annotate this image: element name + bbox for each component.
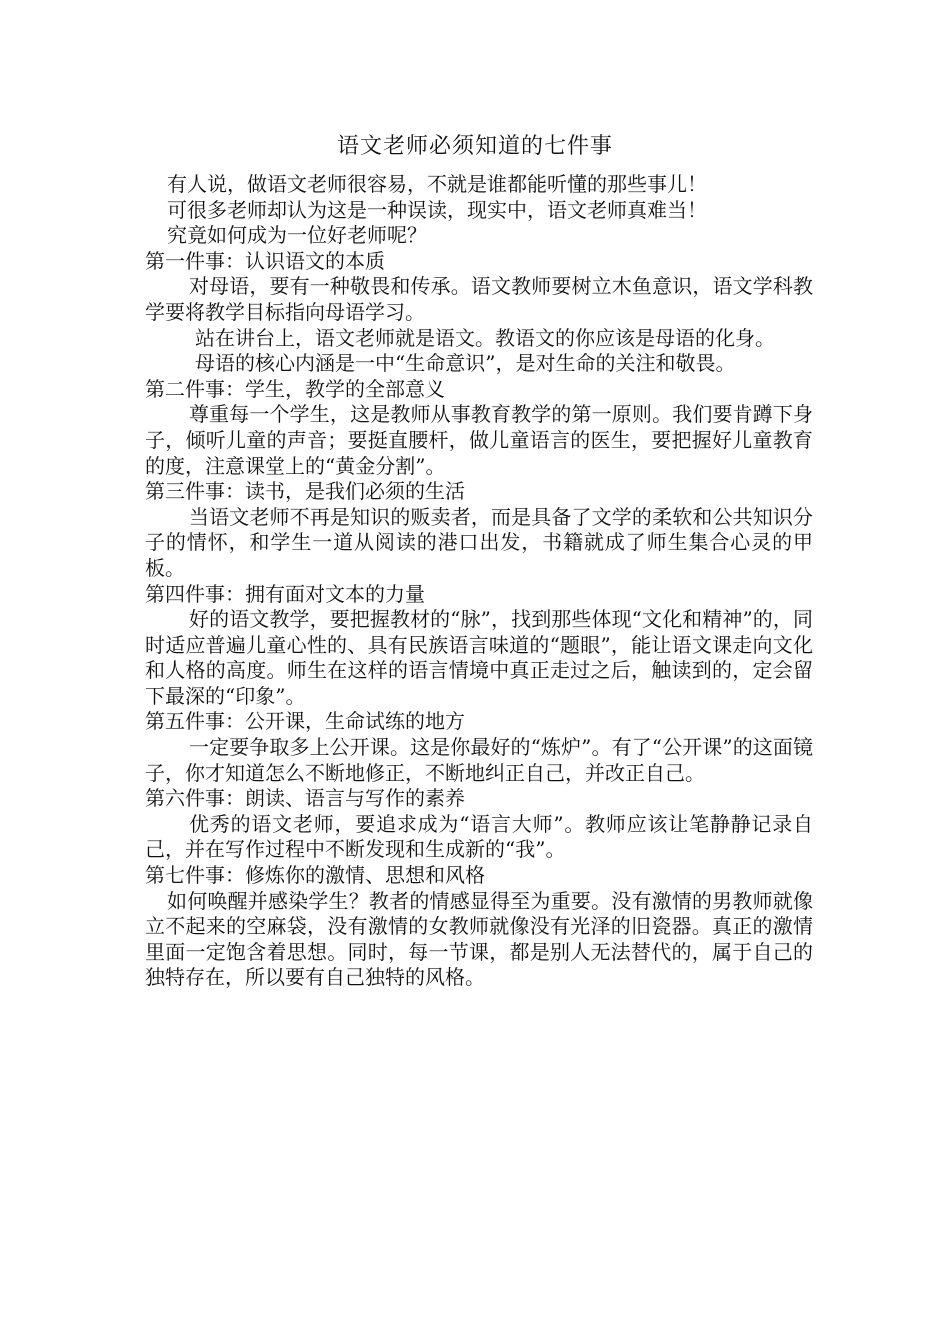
section-1-paragraph-1: 对母语，要有一种敬畏和传承。语文教师要树立木鱼意识，语文学科教学要将教学目标指向母语学习。 [145,274,813,324]
section-heading-5: 第五件事：公开课，生命试练的地方 [145,709,465,734]
section-heading-3: 第三件事：读书，是我们必须的生活 [145,479,465,504]
section-1-paragraph-2: 站在讲台上，语文老师就是语文。教语文的你应该是母语的化身。 [195,325,775,350]
section-1-paragraph-3: 母语的核心内涵是一中“生命意识”，是对生命的关注和敬畏。 [195,351,736,376]
section-7-paragraph-1: 如何唤醒并感染学生？教者的情感显得至为重要。没有激情的男教师就像立不起来的空麻袋，没有激情的女教师就像没有光泽的旧瓷器。真正的激情里面一定饱含着思想。同时，每一节课，都是别人无法替代的，属于自己的独特存在，所以要有自己独特的风格。 [145,888,813,990]
document-body [145,172,813,991]
intro-line-2: 可很多老师却认为这是一种误读，现实中，语文老师真难当！ [167,197,707,222]
section-heading-2: 第二件事：学生，教学的全部意义 [145,376,445,401]
section-heading-7: 第七件事：修炼你的激情、思想和风格 [145,863,485,888]
section-4-paragraph-1: 好的语文教学，要把握教材的“脉”，找到那些体现“文化和精神”的，同时适应普遍儿童心性的、具有民族语言味道的“题眼”，能让语文课走向文化和人格的高度。师生在这样的语言情境中真正走过之后，触读到的，定会留下最深的“印象”。 [145,607,813,708]
section-2-paragraph-1: 尊重每一个学生，这是教师从事教育教学的第一原则。我们要肯蹲下身子，倾听儿童的声音；要挺直腰杆，做儿童语言的医生，要把握好儿童教育的度，注意课堂上的“黄金分割”。 [145,402,813,478]
section-3-paragraph-1: 当语文老师不再是知识的贩卖者，而是具备了文学的柔软和公共知识分子的情怀，和学生一道从阅读的港口出发，书籍就成了师生集合心灵的甲板。 [145,504,813,580]
section-heading-6: 第六件事：朗读、语言与写作的素养 [145,786,465,811]
section-5-paragraph-1: 一定要争取多上公开课。这是你最好的“炼炉”。有了“公开课”的这面镜子，你才知道怎么不断地修正，不断地纠正自己，并改正自己。 [145,735,813,785]
intro-line-3: 究竟如何成为一位好老师呢？ [167,223,427,248]
section-6-paragraph-1: 优秀的语文老师，要追求成为“语言大师”。教师应该让笔静静记录自己，并在写作过程中不断发现和生成新的“我”。 [145,811,813,862]
section-heading-1: 第一件事：认识语文的本质 [145,248,385,273]
document-title: 语文老师必须知道的七件事 [336,134,613,159]
intro-line-1: 有人说，做语文老师很容易，不就是谁都能听懂的那些事儿！ [167,172,707,196]
section-heading-4: 第四件事：拥有面对文本的力量 [145,581,425,606]
